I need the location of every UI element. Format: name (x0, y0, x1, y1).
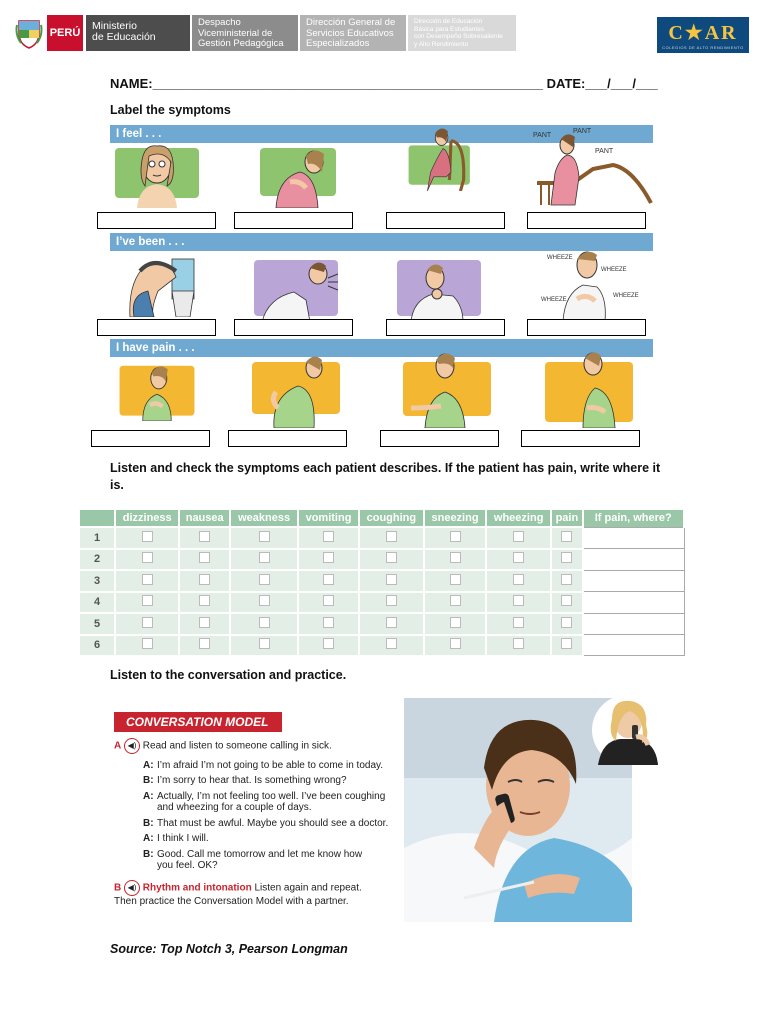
coughing-man-illustration (254, 256, 338, 322)
checkbox-cell (359, 592, 424, 614)
speaker-label: B: (143, 849, 154, 860)
checkbox-cell (298, 549, 359, 571)
part-b-instruction (114, 880, 414, 896)
dialogue-text: That must be awful. Maybe you should see a doctor. (157, 818, 389, 829)
symptom-checkbox[interactable] (259, 574, 270, 585)
part-b-label: B (114, 882, 122, 894)
source-citation: Source: Top Notch 3, Pearson Longman (110, 942, 348, 956)
checkbox-cell (424, 613, 486, 635)
name-date-line: NAME:______________________________________________________ DATE:___/___/___ (110, 76, 658, 91)
svg-text:WHEEZE: WHEEZE (547, 255, 573, 261)
row-number: 2 (80, 549, 115, 571)
direction-ed-line: y Alto Rendimiento (414, 40, 469, 48)
checkbox-cell (179, 613, 230, 635)
answer-box-been-2[interactable] (234, 319, 353, 336)
row-number: 6 (80, 635, 115, 656)
symptom-checkbox[interactable] (386, 574, 397, 585)
dialogue-line (143, 849, 403, 860)
pain-location-field[interactable] (583, 570, 685, 592)
row-number-header (80, 510, 115, 527)
checkbox-cell (230, 527, 298, 549)
listen-check-heading (110, 460, 670, 494)
symptom-checkbox[interactable] (142, 552, 153, 563)
symptom-checkbox[interactable] (259, 552, 270, 563)
symptom-checkbox[interactable] (513, 531, 524, 542)
chest-pain-illustration (115, 355, 199, 421)
vice-ministry-line: Viceministerial de (198, 27, 273, 39)
table-row (80, 613, 684, 635)
listen-check-line1: Listen and check the symptoms each patient describes. If the patient has pain, write where it (110, 461, 661, 475)
symptom-checkbox[interactable] (323, 574, 334, 585)
dialogue-line (143, 775, 403, 786)
answer-box-been-1[interactable] (97, 319, 216, 336)
back-pain-illustration (252, 352, 344, 428)
label-symptoms-heading: Label the symptoms (110, 103, 231, 117)
dialogue-line (143, 818, 403, 829)
checkbox-cell (179, 570, 230, 592)
vice-ministry-line: Gestión Pedagógica (198, 38, 284, 49)
checkbox-cell (179, 592, 230, 614)
answer-box-feel-1[interactable] (97, 212, 216, 229)
dialogue-text: I’m afraid I’m not going to be able to come in today. (157, 760, 384, 771)
part-a-instruction (114, 738, 332, 754)
symptom-checkbox[interactable] (513, 638, 524, 649)
checkbox-cell (115, 527, 179, 549)
ministry-line: Ministerio (92, 20, 137, 32)
checkbox-cell (424, 592, 486, 614)
symptom-checkbox[interactable] (513, 595, 524, 606)
symptom-checkbox[interactable] (323, 638, 334, 649)
col-weakness: weakness (230, 510, 298, 527)
direction-general-block (300, 15, 406, 51)
speaker-audio-icon[interactable]: ◀) (124, 880, 140, 896)
answer-box-pain-3[interactable] (380, 430, 499, 447)
symptom-checkbox[interactable] (142, 595, 153, 606)
symptom-checkbox[interactable] (450, 595, 461, 606)
col-nausea: nausea (179, 510, 230, 527)
direction-line: Servicios Educativos (306, 27, 394, 39)
checkbox-cell (115, 549, 179, 571)
checkbox-cell (359, 613, 424, 635)
col-vomiting: vomiting (298, 510, 359, 527)
symptom-checkbox[interactable] (450, 552, 461, 563)
checkbox-cell (179, 549, 230, 571)
symptom-checkbox[interactable] (199, 638, 210, 649)
part-b-text: Listen again and repeat. (254, 882, 362, 894)
symptom-checkbox[interactable] (199, 595, 210, 606)
symptom-checkbox[interactable] (142, 531, 153, 542)
vomiting-person-illustration (110, 251, 200, 317)
checkbox-cell (115, 570, 179, 592)
short-of-breath-stairs-illustration (533, 125, 653, 209)
checkbox-cell (298, 635, 359, 656)
dizzy-person-illustration (115, 142, 199, 208)
coar-logo-subtitle: COLEGIOS DE ALTO RENDIMIENTO (662, 45, 744, 50)
direction-line: Dirección General de (306, 17, 396, 28)
dialogue-line (143, 833, 403, 844)
part-b-text2: Then practice the Conversation Model with a partner. (114, 896, 349, 907)
checkbox-cell (298, 592, 359, 614)
conversation-model (112, 712, 402, 912)
symptom-checkbox[interactable] (561, 552, 572, 563)
checkbox-cell (551, 635, 582, 656)
checkbox-cell (424, 527, 486, 549)
nauseous-person-illustration (256, 142, 340, 208)
dialogue-text: and wheezing for a couple of days. (157, 802, 312, 813)
checkbox-cell (230, 570, 298, 592)
table-row (80, 635, 684, 656)
direction-line: Especializados (306, 38, 370, 49)
pain-location-field[interactable] (583, 527, 685, 549)
speaker-audio-icon[interactable]: ◀) (124, 738, 140, 754)
answer-box-been-4[interactable] (527, 319, 646, 336)
symptom-checkbox[interactable] (199, 617, 210, 628)
svg-text:PANT: PANT (595, 148, 614, 155)
symptom-checkbox[interactable] (561, 617, 572, 628)
symptom-checkbox[interactable] (386, 531, 397, 542)
dialogue-line (143, 860, 403, 871)
svg-text:PANT: PANT (573, 128, 592, 135)
i-feel-bar: I feel . . . (110, 125, 653, 143)
checkbox-cell (298, 570, 359, 592)
answer-box-feel-2[interactable] (234, 212, 353, 229)
col-coughing: coughing (359, 510, 424, 527)
symptom-checkbox[interactable] (259, 595, 270, 606)
weak-person-chair-illustration (398, 125, 482, 191)
row-number: 5 (80, 613, 115, 635)
table-row (80, 527, 684, 549)
col-pain: pain (551, 510, 582, 527)
direction-education-block (408, 15, 516, 51)
symptom-checkbox[interactable] (259, 638, 270, 649)
table-row (80, 592, 684, 614)
conversation-model-title: CONVERSATION MODEL (114, 712, 282, 732)
symptom-checkbox[interactable] (199, 574, 210, 585)
checkbox-cell (486, 613, 551, 635)
direction-ed-line: con Desempeño Sobresaliente (414, 33, 503, 40)
checkbox-cell (424, 570, 486, 592)
ive-been-bar: I’ve been . . . (110, 233, 653, 251)
symptom-checkbox[interactable] (450, 638, 461, 649)
coar-logo-text: C★AR (668, 22, 738, 44)
dialogue-line (143, 791, 403, 802)
col-dizziness: dizziness (115, 510, 179, 527)
speaker-label: B: (143, 775, 154, 786)
answer-box-been-3[interactable] (386, 319, 505, 336)
checkbox-cell (551, 613, 582, 635)
dialogue-line (143, 760, 403, 771)
dialogue-text: you feel. OK? (157, 860, 218, 871)
pain-location-field[interactable] (583, 613, 685, 635)
checkbox-cell (179, 635, 230, 656)
direction-ed-line: Básica para Estudiantes (414, 25, 485, 33)
listen-conversation-heading: Listen to the conversation and practice. (110, 668, 347, 682)
part-a-text: Read and listen to someone calling in sick. (142, 740, 332, 752)
row-number: 3 (80, 570, 115, 592)
checkbox-cell (486, 527, 551, 549)
checkbox-cell (486, 635, 551, 656)
table-header-row (80, 510, 684, 527)
row-number: 1 (80, 527, 115, 549)
part-b-bold: Rhythm and intonation (142, 882, 252, 894)
peru-logo (15, 15, 85, 51)
checkbox-cell (551, 592, 582, 614)
col-sneezing: sneezing (424, 510, 486, 527)
svg-text:WHEEZE: WHEEZE (541, 297, 567, 303)
symptom-checkbox[interactable] (199, 552, 210, 563)
col-wheezing: wheezing (486, 510, 551, 527)
checkbox-cell (115, 635, 179, 656)
symptom-checkbox[interactable] (386, 552, 397, 563)
speaker-label: A: (143, 791, 154, 802)
table-row (80, 570, 684, 592)
symptom-checkbox[interactable] (259, 531, 270, 542)
checkbox-cell (230, 635, 298, 656)
checkbox-cell (486, 570, 551, 592)
checkbox-cell (230, 549, 298, 571)
symptom-checkbox[interactable] (323, 617, 334, 628)
symptom-checkbox[interactable] (142, 617, 153, 628)
checkbox-cell (424, 549, 486, 571)
symptom-checkbox[interactable] (513, 574, 524, 585)
checkbox-cell (298, 613, 359, 635)
listen-check-line2: is. (110, 478, 124, 492)
symptom-checkbox[interactable] (513, 617, 524, 628)
symptom-checkbox[interactable] (386, 638, 397, 649)
ministry-block (86, 15, 190, 51)
checkbox-cell (359, 527, 424, 549)
svg-text:WHEEZE: WHEEZE (613, 293, 639, 299)
symptom-checkbox[interactable] (450, 617, 461, 628)
symptom-checkbox[interactable] (450, 574, 461, 585)
sneezing-man-illustration (397, 256, 481, 322)
checkbox-cell (486, 549, 551, 571)
speaker-label: B: (143, 818, 154, 829)
checkbox-cell (359, 570, 424, 592)
checkbox-cell (230, 613, 298, 635)
symptom-checkbox[interactable] (561, 595, 572, 606)
symptoms-checklist-table (80, 510, 685, 656)
checkbox-cell (230, 592, 298, 614)
checkbox-cell (115, 592, 179, 614)
coar-logo (657, 17, 749, 53)
part-a-label: A (114, 740, 122, 752)
pain-location-field[interactable] (583, 592, 685, 614)
symptom-checkbox[interactable] (323, 552, 334, 563)
checkbox-cell (298, 527, 359, 549)
table-row (80, 549, 684, 571)
ministry-line: de Educación (92, 31, 156, 43)
answer-box-pain-2[interactable] (228, 430, 347, 447)
symptom-checkbox[interactable] (561, 638, 572, 649)
dialogue-text: Good. Call me tomorrow and let me know how (157, 849, 363, 860)
checkbox-cell (551, 549, 582, 571)
stomach-pain-illustration (401, 342, 493, 428)
symptom-checkbox[interactable] (513, 552, 524, 563)
peru-label: PERÚ (47, 15, 83, 51)
symptom-checkbox[interactable] (561, 574, 572, 585)
symptom-checkbox[interactable] (386, 595, 397, 606)
speaker-label: A: (143, 760, 154, 771)
symptom-checkbox[interactable] (450, 531, 461, 542)
symptom-checkbox[interactable] (323, 595, 334, 606)
checkbox-cell (551, 527, 582, 549)
symptom-checkbox[interactable] (259, 617, 270, 628)
vice-ministry-block (192, 15, 298, 51)
vice-ministry-line: Despacho (198, 17, 241, 28)
abdominal-pain-illustration (543, 346, 635, 428)
answer-box-pain-1[interactable] (91, 430, 210, 447)
symptom-checkbox[interactable] (142, 574, 153, 585)
answer-box-feel-3[interactable] (386, 212, 505, 229)
dialogue-text: I’m sorry to hear that. Is something wrong? (157, 775, 347, 786)
svg-text:WHEEZE: WHEEZE (601, 267, 627, 273)
answer-box-feel-4[interactable] (527, 212, 646, 229)
checkbox-cell (486, 592, 551, 614)
pain-location-field[interactable] (583, 635, 685, 656)
checkbox-cell (115, 613, 179, 635)
wheezing-man-illustration (533, 241, 645, 321)
direction-ed-line: Dirección de Educación (414, 18, 483, 25)
svg-text:PANT: PANT (533, 132, 552, 139)
symptom-checkbox[interactable] (142, 638, 153, 649)
dialogue-line (143, 802, 403, 813)
checkbox-cell (359, 549, 424, 571)
dialogue-text: Actually, I’m not feeling too well. I’ve been coughing (157, 791, 386, 802)
i-have-pain-bar: I have pain . . . (110, 339, 653, 357)
checkbox-cell (359, 635, 424, 656)
symptom-checkbox[interactable] (561, 531, 572, 542)
row-number: 4 (80, 592, 115, 614)
pain-location-field[interactable] (583, 549, 685, 571)
col-where: If pain, where? (583, 510, 685, 527)
symptom-checkbox[interactable] (323, 531, 334, 542)
answer-box-pain-4[interactable] (521, 430, 640, 447)
checkbox-cell (551, 570, 582, 592)
checkbox-cell (424, 635, 486, 656)
woman-on-phone-photo (590, 695, 664, 765)
dialogue-text: I think I will. (157, 833, 209, 844)
coat-of-arms-icon (15, 17, 43, 49)
checkbox-cell (179, 527, 230, 549)
speaker-label: A: (143, 833, 154, 844)
symptom-checkbox[interactable] (386, 617, 397, 628)
symptom-checkbox[interactable] (199, 531, 210, 542)
